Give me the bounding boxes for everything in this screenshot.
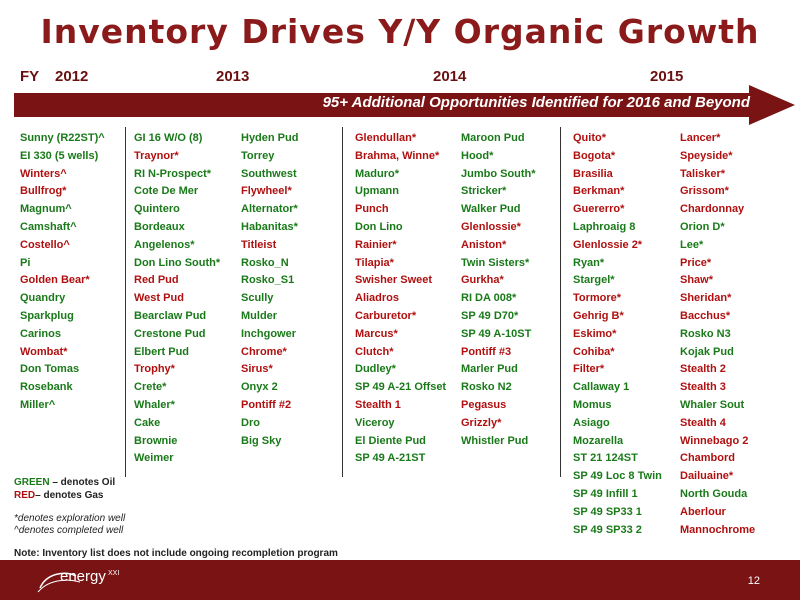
- legend-gas-word: RED: [14, 490, 36, 501]
- inventory-item: Red Pud: [134, 274, 179, 287]
- inventory-item: Winnebago 2: [680, 434, 749, 447]
- inventory-item: Guererro*: [573, 203, 625, 216]
- inventory-item: Dudley*: [355, 363, 396, 376]
- inventory-item: Bogota*: [573, 149, 616, 162]
- inventory-item: Sheridan*: [680, 292, 732, 305]
- inventory-item: SP 49 A-21ST: [355, 452, 426, 465]
- inventory-item: Orion D*: [680, 221, 725, 233]
- inventory-item: Shaw*: [680, 274, 714, 287]
- inventory-item: Mozarella: [573, 434, 624, 447]
- inventory-item: SP 49 SP33 2: [573, 523, 642, 536]
- inventory-item: Elbert Pud: [134, 345, 190, 358]
- inventory-item: Traynor*: [134, 149, 179, 162]
- fy-label: FY: [20, 68, 40, 85]
- inventory-item: Chambord: [680, 452, 735, 465]
- inventory-item: Quintero: [134, 203, 180, 216]
- inventory-item: SP 49 A-21 Offset: [355, 381, 447, 394]
- inventory-item: Crete*: [134, 381, 167, 394]
- inventory-item: Cohiba*: [573, 345, 615, 358]
- inventory-item: Pegasus: [461, 399, 507, 411]
- inventory-item: Lancer*: [680, 132, 721, 144]
- inventory-item: Rosebank: [20, 381, 73, 394]
- inventory-item: Stargel*: [573, 274, 615, 287]
- inventory-item: Price*: [680, 256, 712, 269]
- inventory-item: Chrome*: [241, 345, 287, 358]
- inventory-item: Aniston*: [461, 238, 507, 251]
- inventory-item: Hood*: [461, 149, 494, 162]
- year-2014: 2014: [433, 68, 467, 85]
- inventory-item: Kojak Pud: [680, 345, 734, 358]
- inventory-item: EI 330 (5 wells): [20, 149, 99, 162]
- inventory-item: Southwest: [241, 167, 297, 180]
- inventory-item: Pontiff #2: [241, 399, 292, 411]
- inventory-item: Glenlossie*: [461, 221, 521, 233]
- inventory-item: Glenlossie 2*: [573, 238, 643, 251]
- year-2013: 2013: [216, 68, 250, 85]
- inventory-item: Viceroy: [355, 416, 395, 429]
- inventory-item: Pi: [20, 256, 31, 269]
- inventory-item: Bearclaw Pud: [134, 310, 207, 322]
- inventory-item: Rosko N2: [461, 381, 512, 394]
- inventory-item: Cake: [134, 416, 161, 429]
- inventory-item: North Gouda: [680, 488, 748, 500]
- column-divider: [560, 127, 561, 477]
- inventory-item: Ryan*: [573, 256, 605, 269]
- inventory-item: Carburetor*: [355, 310, 417, 322]
- inventory-item: Miller^: [20, 399, 56, 411]
- inventory-item: Dailuaine*: [680, 470, 734, 483]
- inventory-item: Sunny (R22ST)^: [20, 132, 105, 144]
- inventory-item: Chardonnay: [680, 203, 745, 216]
- arrow-caption: 95+ Additional Opportunities Identified for 2016 and Beyond: [322, 94, 750, 111]
- inventory-item: Walker Pud: [461, 203, 521, 216]
- inventory-item: SP 49 SP33 1: [573, 505, 642, 518]
- inventory-item: Torrey: [241, 149, 275, 162]
- inventory-item: Punch: [355, 203, 389, 216]
- inventory-item: Brasilia: [573, 167, 613, 180]
- inventory-item: SP 49 D70*: [461, 310, 519, 322]
- inventory-item: Stricker*: [461, 185, 507, 198]
- inventory-item: Camshaft^: [20, 221, 77, 233]
- inventory-item: Filter*: [573, 363, 605, 376]
- inventory-item: Maduro*: [355, 167, 399, 180]
- column-divider: [125, 127, 126, 477]
- inventory-item: Mannochrome: [680, 523, 756, 536]
- inventory-item: Brahma, Winne*: [355, 149, 440, 162]
- inventory-item: Whaler Sout: [680, 399, 745, 411]
- inventory-item: Wombat*: [20, 345, 68, 358]
- completed-note: ^denotes completed well: [14, 525, 124, 536]
- inventory-item: Rosko_S1: [241, 274, 295, 287]
- inventory-item: Magnum^: [20, 203, 72, 216]
- inventory-item: Clutch*: [355, 345, 394, 358]
- inventory-item: Gurkha*: [461, 274, 504, 287]
- inventory-item: GI 16 W/O (8): [134, 132, 203, 144]
- inventory-item: Don Lino: [355, 221, 403, 233]
- inventory-item: Don Tomas: [20, 363, 80, 376]
- inventory-item: Berkman*: [573, 185, 625, 198]
- inventory-item: Tormore*: [573, 292, 622, 305]
- inventory-item: Upmann: [355, 185, 399, 198]
- legend-oil: [14, 477, 115, 488]
- inventory-item: Jumbo South*: [461, 167, 536, 180]
- inventory-item: Golden Bear*: [20, 274, 90, 287]
- inventory-item: West Pud: [134, 292, 184, 305]
- inventory-item: Inchgower: [241, 327, 297, 340]
- inventory-item: SP 49 Loc 8 Twin: [573, 470, 662, 483]
- inventory-item: RI N-Prospect*: [134, 167, 212, 180]
- inventory-item: Eskimo*: [573, 327, 617, 340]
- inventory-item: Scully: [241, 292, 274, 305]
- legend-gas-text: – denotes Gas: [35, 490, 104, 501]
- column-divider: [342, 127, 343, 477]
- inventory-item: El Diente Pud: [355, 434, 426, 447]
- inventory-item: Maroon Pud: [461, 132, 525, 144]
- inventory-item: Bordeaux: [134, 221, 185, 233]
- inventory-item: Aliadros: [355, 292, 400, 305]
- inventory-item: Momus: [573, 399, 612, 411]
- inventory-item: Weimer: [134, 452, 174, 465]
- inventory-item: Whistler Pud: [461, 434, 529, 447]
- year-2012: 2012: [55, 68, 89, 85]
- inventory-item: Don Lino South*: [134, 256, 221, 269]
- inventory-item: Asiago: [573, 416, 610, 429]
- inventory-item: Hyden Pud: [241, 132, 299, 144]
- inventory-item: Angelenos*: [134, 238, 195, 251]
- inventory-item: Callaway 1: [573, 381, 630, 394]
- legend-oil-text: – denotes Oil: [49, 477, 116, 488]
- logo-text: energy: [60, 568, 106, 585]
- inventory-item: Big Sky: [241, 434, 282, 447]
- inventory-item: Swisher Sweet: [355, 274, 433, 287]
- inventory-item: Sirus*: [241, 363, 273, 376]
- inventory-item: Glendullan*: [355, 132, 417, 144]
- inventory-item: Whaler*: [134, 399, 175, 411]
- inventory-item: Twin Sisters*: [461, 256, 530, 269]
- inventory-item: Quito*: [573, 132, 606, 144]
- inventory-item: Speyside*: [680, 149, 733, 162]
- inventory-item: Aberlour: [680, 505, 726, 518]
- inventory-item: Titleist: [241, 238, 277, 251]
- inventory-item: Stealth 1: [355, 399, 401, 411]
- inventory-item: Cote De Mer: [134, 185, 199, 198]
- inventory-item: Grissom*: [680, 185, 729, 198]
- inventory-item: Costello^: [20, 238, 70, 251]
- inventory-item: Onyx 2: [241, 381, 278, 394]
- inventory-item: Pontiff #3: [461, 345, 512, 358]
- inventory-item: Habanitas*: [241, 221, 298, 233]
- inventory-item: Lee*: [680, 238, 704, 251]
- inventory-item: SP 49 Infill 1: [573, 488, 638, 500]
- inventory-item: Laphroaig 8: [573, 221, 636, 233]
- inventory-item: SP 49 A-10ST: [461, 327, 532, 340]
- inventory-item: Crestone Pud: [134, 327, 206, 340]
- footnote: Note: Inventory list does not include ongoing recompletion program: [14, 548, 338, 559]
- exploration-note: *denotes exploration well: [14, 513, 126, 524]
- inventory-item: Winters^: [20, 167, 67, 180]
- inventory-item: Bullfrog*: [20, 185, 67, 198]
- inventory-item: Marler Pud: [461, 363, 518, 376]
- inventory-item: Rosko_N: [241, 256, 289, 269]
- inventory-item: Sparkplug: [20, 310, 74, 322]
- year-2015: 2015: [650, 68, 684, 85]
- inventory-item: Bacchus*: [680, 310, 731, 322]
- inventory-item: Rosko N3: [680, 327, 731, 340]
- page-number: 12: [747, 575, 760, 587]
- inventory-item: RI DA 008*: [461, 292, 517, 305]
- inventory-item: Marcus*: [355, 327, 398, 340]
- inventory-item: ST 21 124ST: [573, 452, 638, 465]
- legend-oil-word: GREEN: [14, 477, 50, 488]
- page-title: Inventory Drives Y/Y Organic Growth: [40, 12, 760, 51]
- inventory-item: Stealth 2: [680, 363, 726, 376]
- inventory-item: Stealth 4: [680, 416, 726, 429]
- inventory-item: Brownie: [134, 434, 178, 447]
- inventory-item: Gehrig B*: [573, 310, 624, 322]
- inventory-item: Rainier*: [355, 238, 397, 251]
- inventory-item: Stealth 3: [680, 381, 726, 394]
- inventory-item: Tilapia*: [355, 256, 394, 269]
- logo-superscript: XXI: [108, 570, 120, 577]
- inventory-item: Mulder: [241, 310, 278, 322]
- legend-gas: [14, 490, 103, 501]
- inventory-item: Quandry: [20, 292, 66, 305]
- inventory-item: Talisker*: [680, 167, 726, 180]
- inventory-item: Carinos: [20, 327, 61, 340]
- inventory-item: Dro: [241, 416, 260, 429]
- inventory-item: Alternator*: [241, 203, 298, 216]
- inventory-item: Grizzly*: [461, 416, 502, 429]
- inventory-item: Trophy*: [134, 363, 175, 376]
- inventory-item: Flywheel*: [241, 185, 292, 198]
